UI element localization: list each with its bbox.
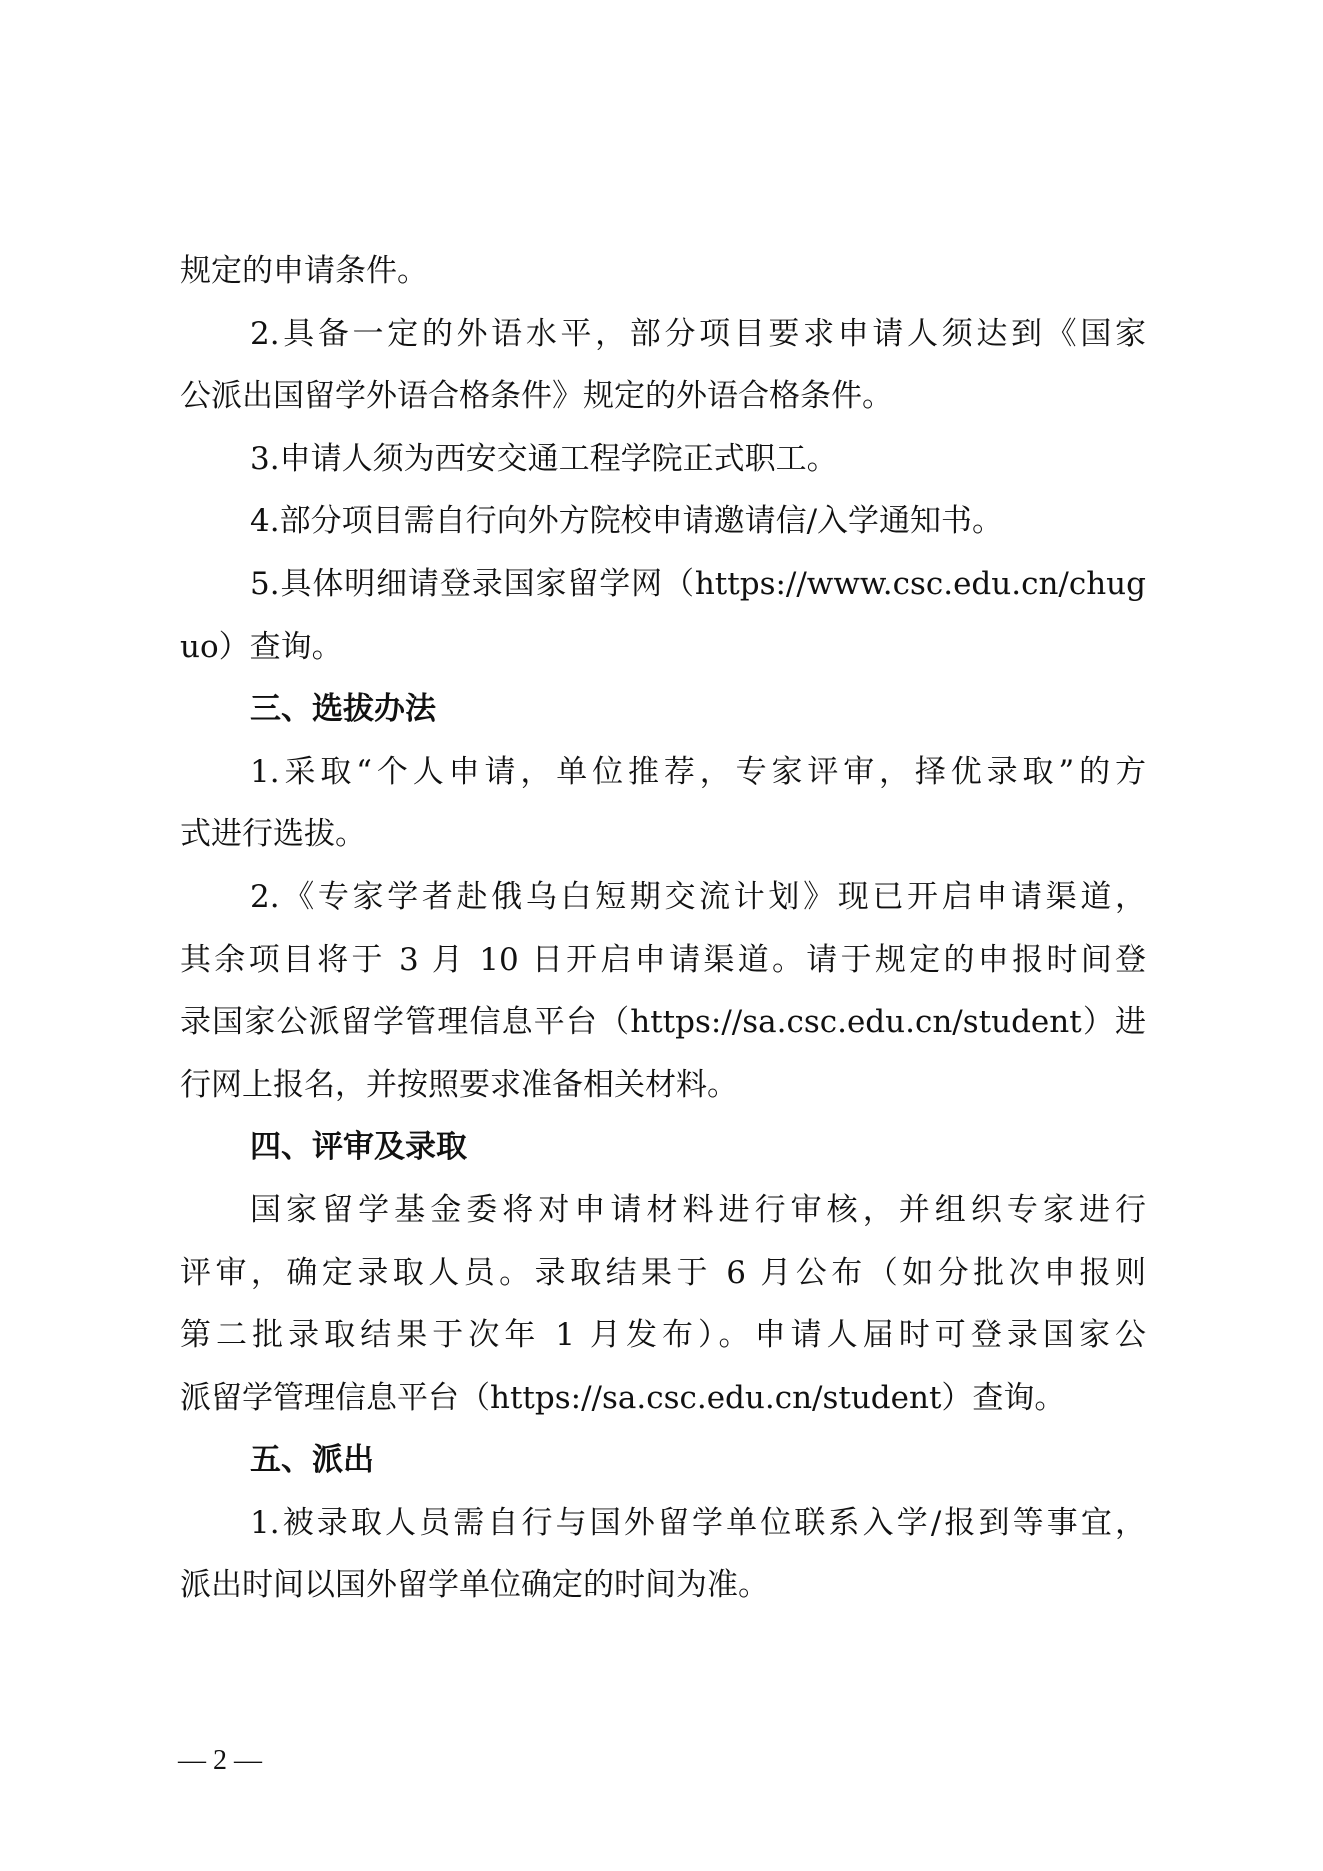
paragraph-line: 派出时间以国外留学单位确定的时间为准。 xyxy=(180,1567,769,1604)
paragraph-line: 1.采取“个人申请，单位推荐，专家评审，择优录取”的方 xyxy=(250,753,1146,790)
paragraph-line: 规定的申请条件。 xyxy=(180,253,428,289)
paragraph-line: uo）查询。 xyxy=(180,628,343,665)
section-heading-dispatch: 五、派出 xyxy=(250,1442,374,1479)
paragraph-line: 5.具体明细请登录国家留学网（https://www.csc.edu.cn/chug xyxy=(250,565,1146,602)
document-body xyxy=(180,240,1146,1617)
paragraph-line: 公派出国留学外语合格条件》规定的外语合格条件。 xyxy=(180,378,893,415)
paragraph-line: 式进行选拔。 xyxy=(180,816,366,853)
paragraph-line: 2.《专家学者赴俄乌白短期交流计划》现已开启申请渠道， xyxy=(250,878,1146,915)
paragraph-line: 行网上报名，并按照要求准备相关材料。 xyxy=(180,1066,738,1103)
paragraph-line: 2.具备一定的外语水平，部分项目要求申请人须达到《国家 xyxy=(250,315,1146,352)
paragraph-line: 派留学管理信息平台（https://sa.csc.edu.cn/student）查询。 xyxy=(180,1379,1066,1416)
section-heading-selection: 三、选拔办法 xyxy=(250,691,436,728)
paragraph-line: 1.被录取人员需自行与国外留学单位联系入学/报到等事宜， xyxy=(250,1504,1146,1541)
section-heading-review: 四、评审及录取 xyxy=(250,1129,467,1166)
paragraph-line: 录国家公派留学管理信息平台（https://sa.csc.edu.cn/student）进 xyxy=(180,1004,1146,1041)
paragraph-line: 3.申请人须为西安交通工程学院正式职工。 xyxy=(250,440,838,477)
page-number: — 2 — xyxy=(178,1745,262,1776)
paragraph-line: 国家留学基金委将对申请材料进行审核，并组织专家进行 xyxy=(250,1191,1146,1228)
paragraph-line: 其余项目将于 3 月 10 日开启申请渠道。请于规定的申报时间登 xyxy=(180,941,1146,978)
paragraph-line: 评审，确定录取人员。录取结果于 6 月公布（如分批次申报则 xyxy=(180,1254,1146,1291)
paragraph-line: 4.部分项目需自行向外方院校申请邀请信/入学通知书。 xyxy=(250,503,1004,540)
paragraph-line: 第二批录取结果于次年 1 月发布）。申请人届时可登录国家公 xyxy=(180,1317,1146,1354)
